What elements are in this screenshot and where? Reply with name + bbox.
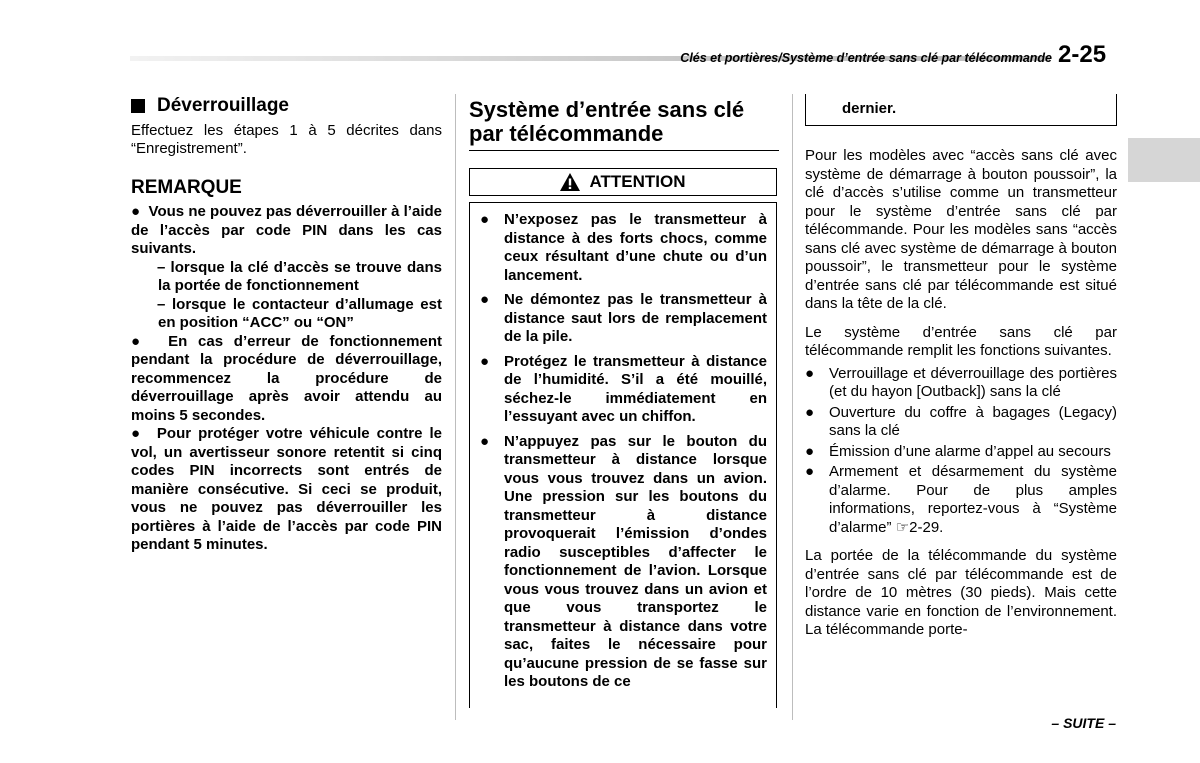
attention-item: ● Ne démontez pas le transmetteur à distance saut lors de remplacement de la pile. bbox=[480, 291, 767, 345]
right-column bbox=[805, 147, 1117, 640]
note-heading: REMARQUE bbox=[131, 176, 242, 198]
function-item: ● Armement et désarmement du système d’alarme. Pour de plus amples informations, reportez-vous à “Système d’alarme” ☞2-29. bbox=[805, 463, 1117, 536]
middle-column-heading bbox=[469, 98, 779, 151]
bullet-dot-icon: ● bbox=[480, 352, 490, 370]
left-column bbox=[131, 97, 442, 555]
bullet-dot-icon: ● bbox=[480, 432, 490, 450]
continued-marker: – SUITE – bbox=[1051, 715, 1116, 731]
paragraph: La portée de la télécommande du système d’entrée sans clé par télécommande est de l’ordre de 10 mètres (30 pieds). Mais cette distance varie en fonction de l’environnement. La télécommande porte- bbox=[805, 547, 1117, 638]
continuation-text: dernier. bbox=[842, 100, 897, 117]
attention-item: ● N’exposez pas le transmetteur à distance à des forts chocs, comme ceux résultant d’une chute ou d’un lancement. bbox=[480, 211, 767, 284]
note-item: ● Vous ne pouvez pas déverrouiller à l’aide de l’accès par code PIN dans les cas suivants. bbox=[131, 203, 442, 257]
paragraph: Pour les modèles avec “accès sans clé avec système de démarrage à bouton poussoir”, la clé d’accès s’utilise comme un transmetteur pour le système d’entrée sans clé par télécommande. Pour les modèles sans “accès sans clé avec système de démarrage à bouton poussoir”, le transmetteur pour le système d’entrée sans clé par télécommande est situé dans la tête de la clé. bbox=[805, 147, 1117, 312]
function-item: ● Émission d’une alarme d’appel au secours bbox=[805, 442, 1111, 460]
function-item: ● Ouverture du coffre à bagages (Legacy) sans la clé bbox=[805, 403, 1117, 439]
column-divider-2 bbox=[792, 94, 793, 720]
chapter-tab bbox=[1128, 138, 1200, 182]
attention-continuation-box bbox=[805, 94, 1117, 126]
section-title-2: Système d’entrée sans clé par télécommande bbox=[469, 98, 779, 151]
paragraph: Le système d’entrée sans clé par télécommande remplit les fonctions suivantes. bbox=[805, 323, 1117, 359]
attention-label: ATTENTION bbox=[589, 172, 686, 191]
bullet-dot-icon: ● bbox=[480, 291, 490, 308]
attention-item: ● Protégez le transmetteur à distance de l’humidité. S’il a été mouillé, séchez-le immédiatement en l’essuyant avec un chiffon. bbox=[480, 352, 767, 425]
black-square-icon bbox=[131, 99, 145, 113]
running-header: Clés et portières/Système d’entrée sans clé par télécommande bbox=[680, 51, 1052, 65]
note-subitem: – lorsque la clé d’accès se trouve dans la portée de fonctionnement bbox=[157, 258, 442, 294]
attention-item: ● N’appuyez pas sur le bouton du transmetteur à distance lorsque vous vous trouvez dans un avion. Une pression sur les boutons du transmetteur à distance provoquerait l’émission d’ondes radio susceptibles d’affecter le fonctionnement de l’avion. Lorsque vous vous trouvez dans un avion et que vous transportez le transmetteur à distance dans votre sac, faites le nécessaire pour qu’aucune pression de se fasse sur les boutons de ce bbox=[480, 432, 767, 690]
bullet-dot-icon: ● bbox=[805, 442, 815, 460]
attention-box bbox=[469, 202, 777, 708]
note-subitem: – lorsque le contacteur d’allumage est en position “ACC” ou “ON” bbox=[157, 295, 442, 331]
page-number: 2-25 bbox=[1058, 41, 1107, 68]
note-item: ● Pour protéger votre véhicule contre le vol, un avertisseur sonore retentit si cinq codes PIN incorrects sont entrés de manière consécutive. Si ceci se produit, vous ne pouvez pas déverrouiller les portières à l’aide de l’accès par code PIN pendant 5 minutes. bbox=[131, 425, 442, 553]
section-heading bbox=[131, 97, 442, 116]
note-item: ● En cas d’erreur de fonctionnement pendant la procédure de déverrouillage, recommencez la procédure de déverrouillage après avoir attendu au moins 5 secondes. bbox=[131, 332, 442, 424]
bullet-dot-icon: ● bbox=[805, 463, 815, 480]
warning-triangle-icon bbox=[560, 173, 580, 191]
bullet-dot-icon: ● bbox=[131, 332, 169, 350]
bullet-dot-icon: ● bbox=[131, 425, 157, 442]
bullet-dot-icon: ● bbox=[480, 211, 490, 228]
bullet-dot-icon: ● bbox=[805, 403, 815, 421]
bullet-dot-icon: ● bbox=[131, 203, 149, 220]
intro-text: Effectuez les étapes 1 à 5 décrites dans “Enregistrement”. bbox=[131, 121, 442, 157]
column-divider-1 bbox=[455, 94, 456, 720]
attention-header bbox=[469, 168, 777, 196]
section-title: Déverrouillage bbox=[157, 95, 289, 116]
bullet-dot-icon: ● bbox=[805, 364, 815, 382]
function-item: ● Verrouillage et déverrouillage des portières (et du hayon [Outback]) sans la clé bbox=[805, 364, 1117, 400]
